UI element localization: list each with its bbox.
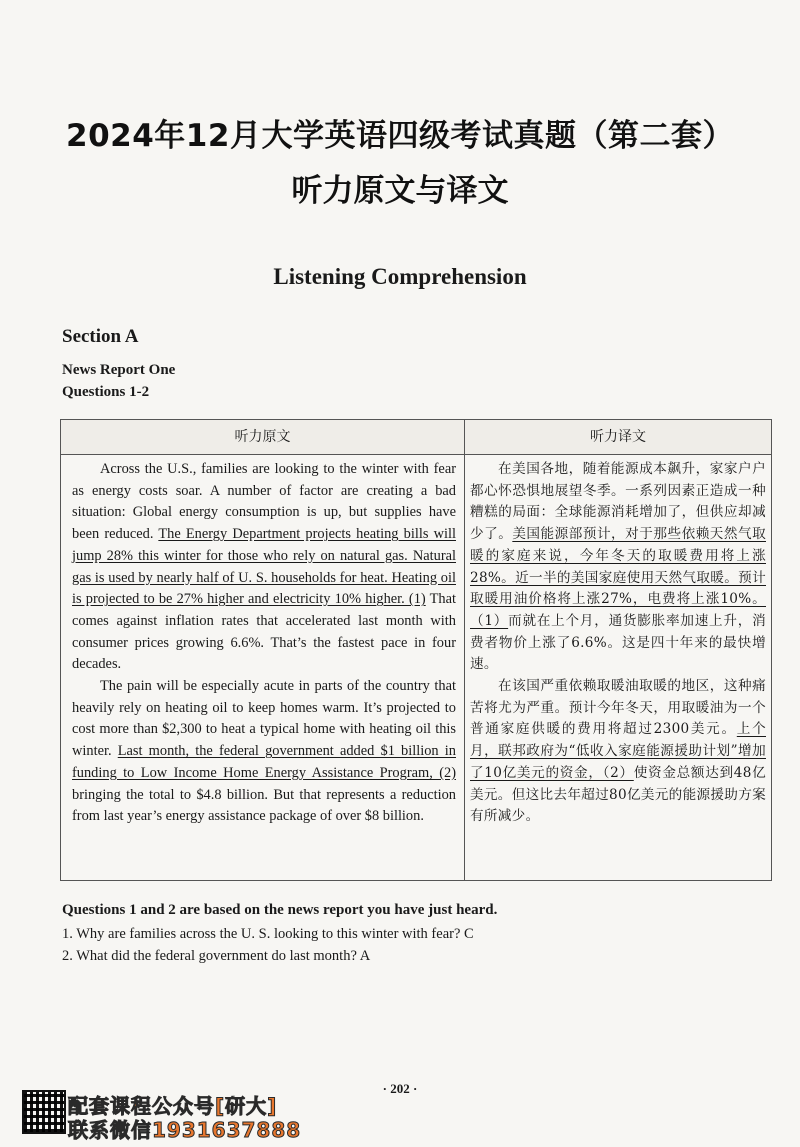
en-text: That comes against inflation rates that accelerated last month with consumer prices growing 6.6%. That’s the fastest pace in four decades. [72,591,456,673]
en-paragraph-2 [72,676,456,828]
header-original: 听力原文 [61,420,464,454]
zh-paragraph-1 [470,459,766,676]
zh-text: 在该国严重依赖取暖油取暖的地区，这种痛苦将尤为严重。预计今年冬天，用取暖油为一个普通家庭供暖的费用将超过2300美元。 [470,678,766,738]
en-underlined-text: The Energy Department projects heating bills will jump 28% this winter for those who rely on natural gas. Natural gas is used by nearly half of U. S. households for heat. Heating oil is projected to be 27% higher and electricity 10% higher. (1) [72,526,456,608]
transcript-table [60,419,772,881]
zh-text: 而就在上个月，通货膨胀率加速上升，消费者物价上涨了6.6%。这是四十年来的最快增速。 [470,612,766,673]
zh-paragraph-2 [470,676,766,828]
column-divider [464,420,465,880]
en-paragraph-1 [72,459,456,676]
section-label: Section A [62,326,139,347]
page-number: · 202 · [382,1081,418,1096]
report-label: News Report One [62,362,176,378]
header-divider [61,454,771,455]
questions-heading: Questions 1 and 2 are based on the news report you have just heard. [62,902,498,918]
zh-underlined-text: 美国能源部预计，对于那些依赖天然气取暖的家庭来说，今年冬天的取暖费用将上涨28%。近一半的美国家庭使用天然气取暖。预计取暖用油价格将上涨27%，电费将上涨10%。（1） [470,526,766,629]
en-text: The pain will be especially acute in parts of the country that heavily rely on heating oil to keep homes warm. It’s projected to cost more than $2,300 to heat a typical home with heating oil this winter. [72,678,456,760]
promo-line-2: 联系微信1931637888 [68,1118,302,1142]
promo-line-1: 配套课程公众号[研大] [68,1094,278,1118]
en-underlined-text: Last month, the federal government added $1 billion in funding to Low Income Home Energy Assistance Program, (2) [72,743,456,781]
zh-text: 使资金总额达到48亿美元。但这比去年超过80亿美元的能源援助方案有所减少。 [470,764,766,825]
questions-range: Questions 1-2 [62,384,150,400]
document-subtitle: 听力原文与译文 [291,173,509,209]
en-text: bringing the total to $4.8 billion. But that represents a reduction from last year’s energy assistance package of over $8 billion. [72,786,456,825]
zh-underlined-text: 上个月，联邦政府为“低收入家庭能源援助计划”增加了10亿美元的资金，（2） [470,721,766,781]
document-title: 2024年12月大学英语四级考试真题（第二套） [66,118,734,154]
section-heading: Listening Comprehension [273,264,527,289]
en-text: Across the U.S., families are looking to the winter with fear as energy costs soar. A number of factor are creating a bad situation: Global energy consumption is up, but supplies have been reduced. [72,461,456,543]
question-1: 1. Why are families across the U. S. looking to this winter with fear? C [62,926,474,942]
chinese-translation [470,459,766,828]
question-2: 2. What did the federal government do last month? A [62,948,371,964]
english-transcript [72,459,456,828]
header-translation: 听力译文 [465,420,771,454]
qr-code-icon [22,1090,66,1134]
zh-text: 在美国各地，随着能源成本飙升，家家户户都心怀恐惧地展望冬季。一系列因素正造成一种糟糕的局面：全球能源消耗增加了，但供应却减少了。 [470,461,766,543]
